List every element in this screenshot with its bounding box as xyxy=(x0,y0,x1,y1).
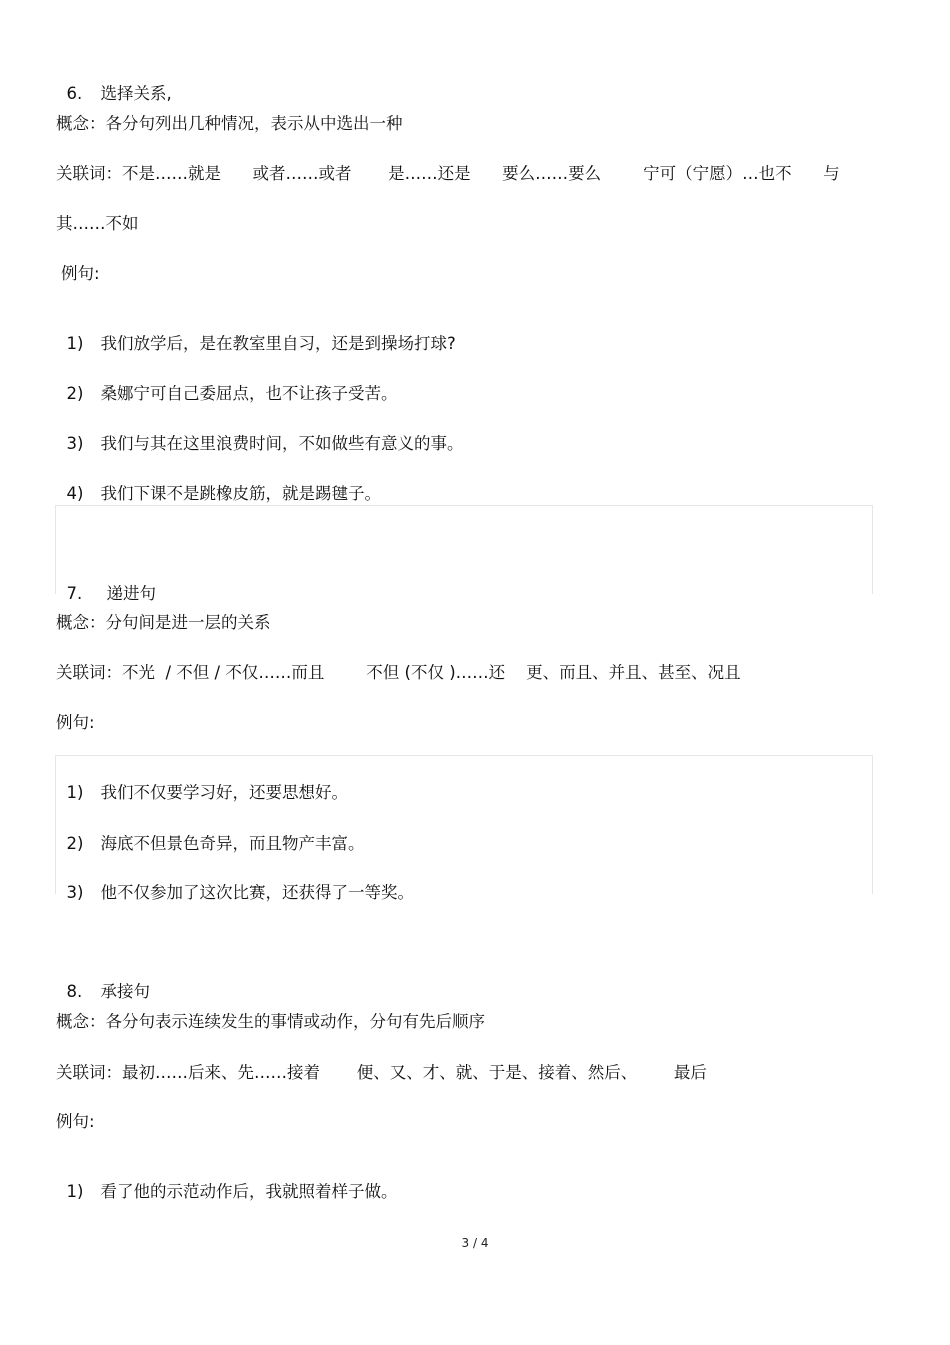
section6-concept: 概念：各分句列出几种情况，表示从中选出一种 xyxy=(56,114,403,133)
example-text: 桑娜宁可自己委屈点，也不让孩子受苦。 xyxy=(100,384,398,403)
example-num: 1) xyxy=(66,783,84,802)
section6-example-1 xyxy=(56,314,456,354)
example-num: 4) xyxy=(66,484,84,503)
section6-example-label: 例句: xyxy=(61,264,100,283)
section8-example-label: 例句: xyxy=(56,1112,95,1131)
page-number: 3 / 4 xyxy=(461,1236,489,1250)
section8-concept: 概念：各分句表示连续发生的事情或动作，分句有先后顺序 xyxy=(56,1012,485,1031)
section7-example-label: 例句: xyxy=(56,713,95,732)
section8-heading-text: 承接句 xyxy=(100,982,150,1001)
section7-example-1 xyxy=(56,763,348,803)
example-text: 海底不但景色奇异，而且物产丰富。 xyxy=(100,834,365,853)
example-num: 2) xyxy=(66,834,84,853)
example-num: 1) xyxy=(66,1182,84,1201)
example-text: 我们与其在这里浪费时间，不如做些有意义的事。 xyxy=(100,434,464,453)
example-num: 3) xyxy=(66,434,84,453)
example-num: 2) xyxy=(66,384,84,403)
section7-example-2 xyxy=(56,814,365,854)
section6-example-3 xyxy=(56,414,464,454)
section7-concept: 概念：分句间是进一层的关系 xyxy=(56,613,271,632)
section6-heading-text: 选择关系, xyxy=(100,84,172,103)
section6-example-4 xyxy=(56,464,381,504)
section8-heading xyxy=(56,962,150,1002)
section7-example-3 xyxy=(56,863,414,903)
section6-heading-num: 6. xyxy=(66,84,83,103)
section6-example-2 xyxy=(56,364,398,404)
example-text: 我们放学后，是在教室里自习，还是到操场打球? xyxy=(100,334,456,353)
section6-heading xyxy=(56,64,172,104)
section8-heading-num: 8. xyxy=(66,982,83,1001)
example-num: 3) xyxy=(66,883,84,902)
section6-connectives-line2: 其……不如 xyxy=(56,214,139,233)
example-text: 我们下课不是跳橡皮筋，就是踢毽子。 xyxy=(100,484,381,503)
section8-connectives: 关联词：最初……后来、先……接着 便、又、才、就、于是、接着、然后、 最后 xyxy=(56,1063,707,1082)
section8-example-1 xyxy=(56,1162,398,1202)
example-text: 我们不仅要学习好，还要思想好。 xyxy=(100,783,348,802)
example-text: 他不仅参加了这次比赛，还获得了一等奖。 xyxy=(100,883,414,902)
section7-connectives: 关联词：不光 / 不但 / 不仅……而且 不但 (不仅 )……还 更、而且、并且、甚至、况且 xyxy=(56,663,741,682)
section6-connectives-line1: 关联词：不是……就是 或者……或者 是……还是 要么……要么 宁可（宁愿）…也不 与 xyxy=(56,164,840,183)
section7-frame xyxy=(55,505,873,594)
section7-heading-num: 7. xyxy=(66,584,83,603)
section7-heading xyxy=(56,564,156,604)
section7-heading-text: 递进句 xyxy=(106,584,156,603)
example-num: 1) xyxy=(66,334,84,353)
example-text: 看了他的示范动作后，我就照着样子做。 xyxy=(100,1182,398,1201)
